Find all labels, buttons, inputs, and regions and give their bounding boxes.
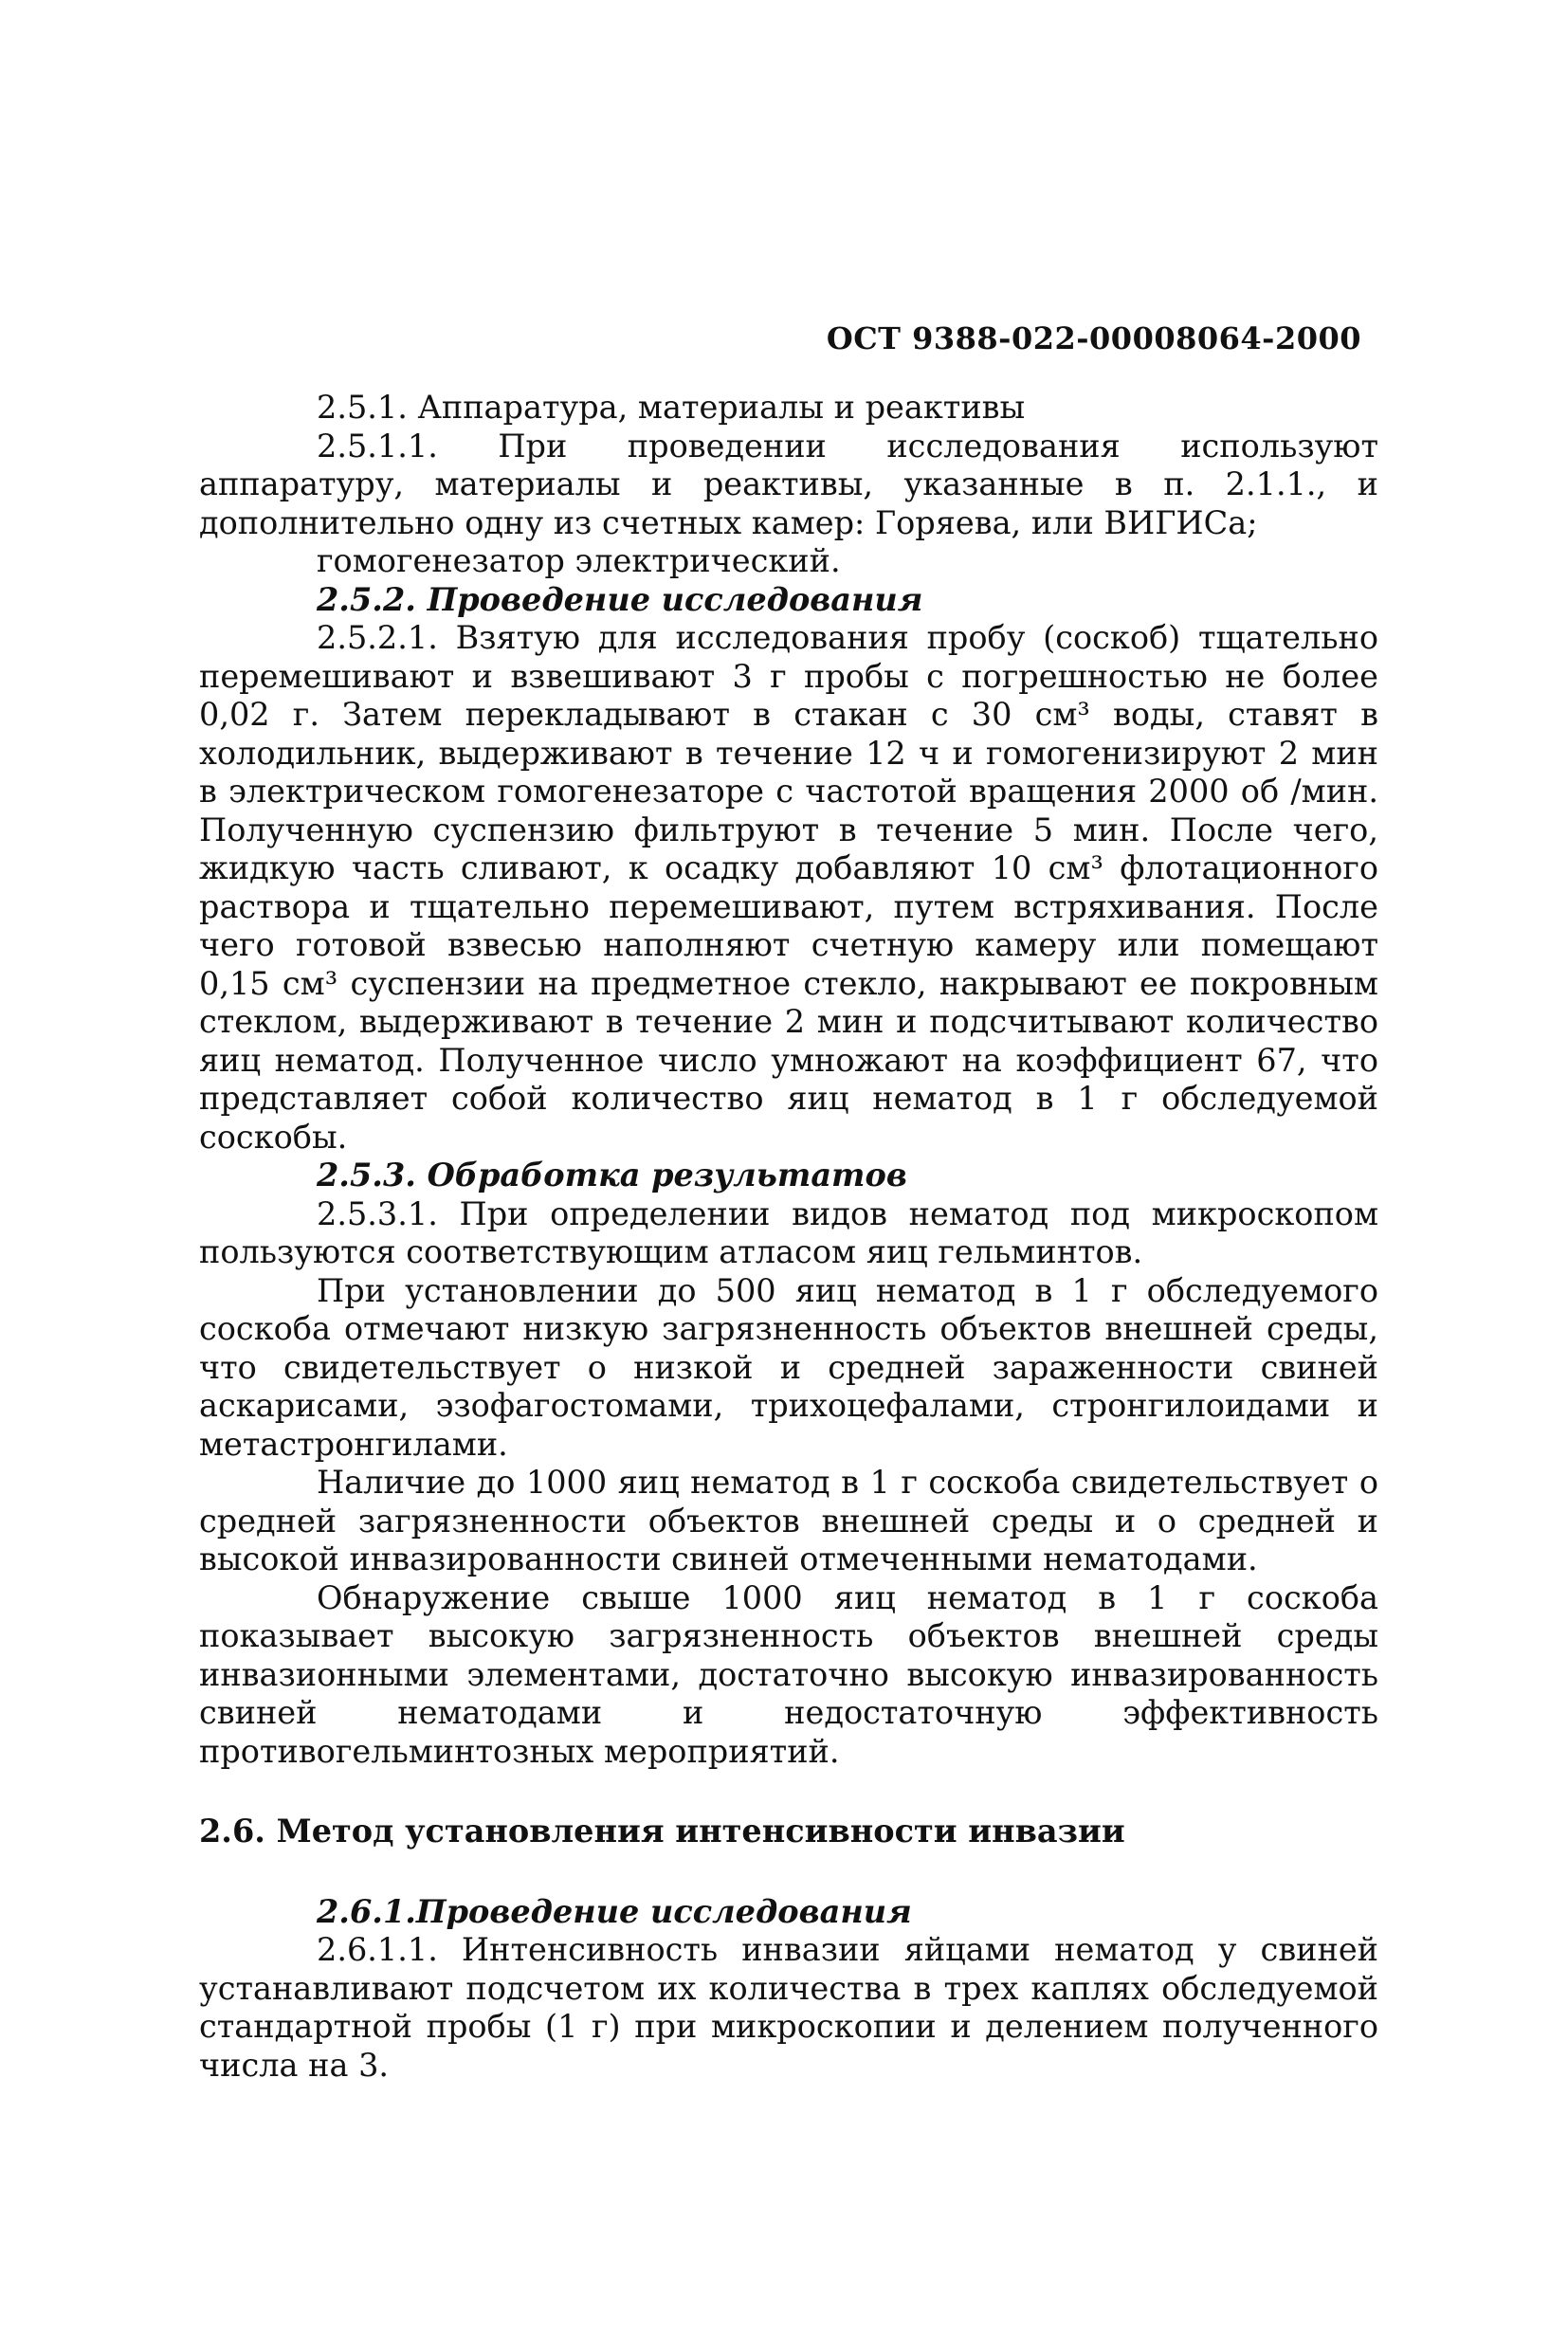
paragraph-homogenizer: гомогенезатор электрический. — [317, 542, 841, 579]
heading-2-5-2: 2.5.2. Проведение исследования — [317, 580, 923, 618]
heading-2-5-3: 2.5.3. Обработка результатов — [317, 1157, 907, 1194]
document-code: ОСТ 9388-022-00008064-2000 — [826, 320, 1361, 356]
section-title-2-6: 2.6. Метод установления интенсивности инвазии — [199, 1813, 1125, 1850]
paragraph-up-to-500: При установлении до 500 яиц нематод в 1 г обследуемого соскоба отмечают низкую загрязненность объектов внешней среды, что свидетельствует о низкой и средней зараженности свиней аскарисами, эзофагостомами, трихоцефалами, стронгилоидами и метастронгилами. — [199, 1271, 1378, 1463]
paragraph-2-5-1-1: 2.5.1.1. При проведении исследования используют аппаратуру, материалы и реактивы, указанные в п. 2.1.1., и дополнительно одну из счетных камер: Горяева, или ВИГИСа; — [199, 427, 1378, 541]
paragraph-2-6-1-1: 2.6.1.1. Интенсивность инвазии яйцами нематод у свиней устанавливают подсчетом их количества в трех каплях обследуемой стандартной пробы (1 г) при микроскопии и делением полученного числа на 3. — [199, 1931, 1378, 2084]
paragraph-over-1000: Обнаружение свыше 1000 яиц нематод в 1 г соскоба показывает высокую загрязненность объектов внешней среды инвазионными элементами, достаточно высокую инвазированность свиней нематодами и недостаточную эффективность противогельминтозных мероприятий. — [199, 1578, 1378, 1770]
paragraph-2-5-2-1: 2.5.2.1. Взятую для исследования пробу (соскоб) тщательно перемешивают и взвешивают 3 г пробы с погрешностью не более 0,02 г. Затем перекладывают в стакан с 30 см³ воды, ставят в холодильник, выдерживают в течение 12 ч и гомогенизируют 2 мин в электрическом гомогенезаторе с частотой вращения 2000 об /мин. Полученную суспензию фильтруют в течение 5 мин. После чего, жидкую часть сливают, к осадку добавляют 10 см³ флотационного раствора и тщательно перемешивают, путем встряхивания. После чего готовой взвесью наполняют счетную камеру или помещают 0,15 см³ суспензии на предметное стекло, накрывают ее покровным стеклом, выдерживают в течение 2 мин и подсчитывают количество яиц нематод. Полученное число умножают на коэффициент 67, что представляет собой количество яиц нематод в 1 г обследуемой соскобы. — [199, 619, 1378, 1156]
paragraph-2-5-3-1: 2.5.3.1. При определении видов нематод под микроскопом пользуются соответствующим атласом яиц гельминтов. — [199, 1194, 1378, 1270]
document-body — [199, 389, 1378, 2085]
paragraph-up-to-1000: Наличие до 1000 яиц нематод в 1 г соскоба свидетельствует о средней загрязненности объектов внешней среды и о средней и высокой инвазированности свиней отмеченными нематодами. — [199, 1464, 1378, 1577]
heading-2-6-1: 2.6.1.Проведение исследования — [317, 1892, 912, 1930]
paragraph-2-5-1: 2.5.1. Аппаратура, материалы и реактивы — [317, 389, 1026, 426]
